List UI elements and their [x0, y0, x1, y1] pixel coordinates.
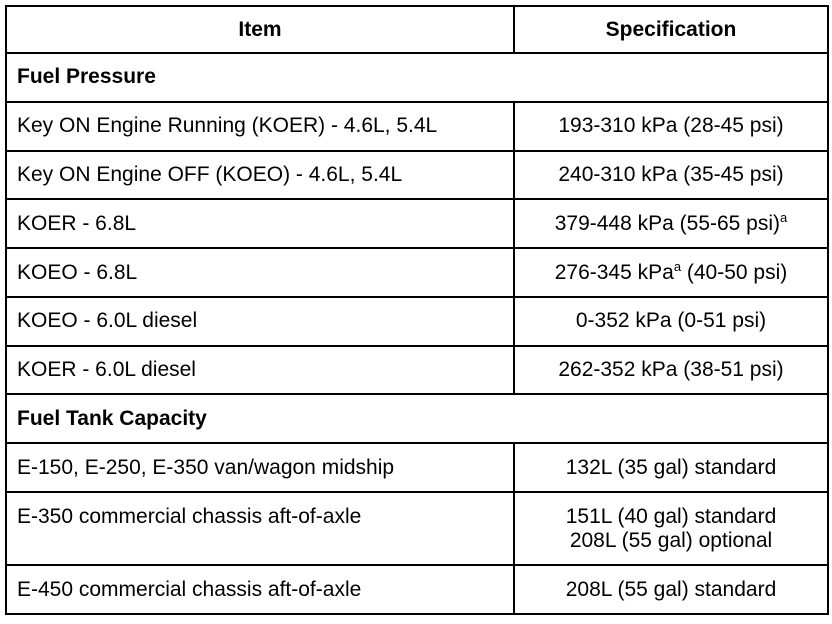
section-title: Fuel Tank Capacity	[6, 394, 828, 443]
table-row	[6, 443, 828, 492]
item-cell: KOEO - 6.0L diesel	[6, 297, 514, 346]
item-cell: E-350 commercial chassis aft-of-axle	[6, 492, 514, 565]
table-row	[6, 151, 828, 200]
table-header-row	[6, 6, 828, 53]
spec-cell: 262-352 kPa (38-51 psi)	[514, 346, 828, 395]
table-row	[6, 492, 828, 565]
section-row-fuel-pressure	[6, 53, 828, 102]
spec-value-psi: (40-50 psi)	[681, 260, 788, 284]
table-row	[6, 346, 828, 395]
spec-cell	[514, 248, 828, 297]
spec-line: 208L (55 gal) optional	[569, 528, 773, 552]
table-row	[6, 102, 828, 151]
spec-cell: 193-310 kPa (28-45 psi)	[514, 102, 828, 151]
item-cell: KOER - 6.8L	[6, 199, 514, 248]
spec-value: 276-345 kPa	[554, 260, 674, 284]
footnote-marker: a	[673, 258, 682, 274]
table-row	[6, 297, 828, 346]
spec-cell: 132L (35 gal) standard	[514, 443, 828, 492]
item-cell: KOER - 6.0L diesel	[6, 346, 514, 395]
spec-cell	[514, 199, 828, 248]
item-cell: E-450 commercial chassis aft-of-axle	[6, 565, 514, 614]
spec-cell: 0-352 kPa (0-51 psi)	[514, 297, 828, 346]
item-column-header: Item	[6, 6, 514, 53]
item-cell: E-150, E-250, E-350 van/wagon midship	[6, 443, 514, 492]
spec-value: 379-448 kPa (55-65 psi)	[554, 211, 781, 235]
spec-cell: 240-310 kPa (35-45 psi)	[514, 151, 828, 200]
item-cell: Key ON Engine OFF (KOEO) - 4.6L, 5.4L	[6, 151, 514, 200]
footnote-marker: a	[780, 209, 788, 225]
spec-line: 151L (40 gal) standard	[565, 504, 777, 528]
spec-cell	[514, 492, 828, 565]
item-cell: Key ON Engine Running (KOER) - 4.6L, 5.4L	[6, 102, 514, 151]
spec-cell: 208L (55 gal) standard	[514, 565, 828, 614]
table-row	[6, 248, 828, 297]
item-cell: KOEO - 6.8L	[6, 248, 514, 297]
specification-column-header: Specification	[514, 6, 828, 53]
table-row	[6, 565, 828, 614]
section-row-fuel-tank-capacity	[6, 394, 828, 443]
table-row	[6, 199, 828, 248]
section-title: Fuel Pressure	[6, 53, 828, 102]
specification-table	[5, 5, 829, 615]
